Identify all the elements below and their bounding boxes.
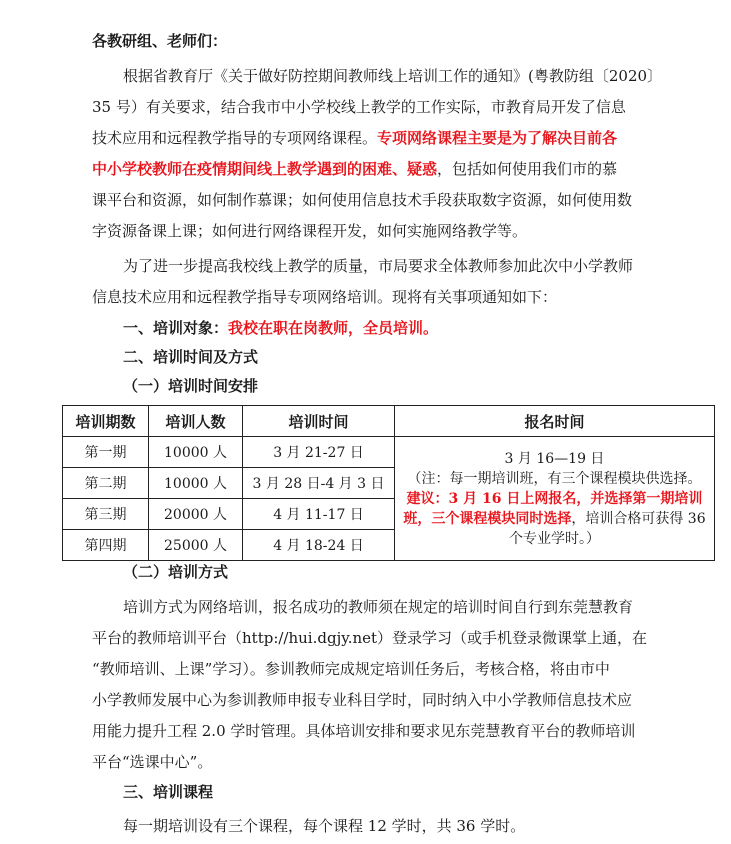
section1 [123,318,438,338]
row-dates: 4 月 11-17 日 [243,499,395,530]
registration-cell [395,437,715,561]
intro-line-1: 根据省教育厅《关于做好防控期间教师线上培训工作的通知》(粤教防组〔2020〕 [123,67,663,85]
row-period: 第四期 [63,530,149,561]
intro-line-4 [92,159,617,179]
row-period: 第三期 [63,499,149,530]
row-period: 第二期 [63,468,149,499]
row-period: 第一期 [63,437,149,468]
registration-note: （注：每一期培训班，有三个课程模块供选择。 [407,470,702,487]
header-count: 培训人数 [149,406,243,437]
section2-title: 二、培训时间及方式 [123,348,259,366]
row-count: 25000 人 [149,530,243,561]
intro-line-3 [92,128,617,148]
row-count: 10000 人 [149,437,243,468]
row-count: 20000 人 [149,499,243,530]
section1-value: 我校在职在岗教师，全员培训。 [228,319,439,337]
method-line-3: “教师培训、上课”学习）。参训教师完成规定培训任务后，考核合格，将由市中 [92,660,610,678]
intro-line-4-text: ，包括如何使用我们市的慕 [437,160,618,178]
section2-sub2: （二）培训方式 [123,563,229,581]
section3-text: 每一期培训设有三个课程，每个课程 12 学时，共 36 学时。 [123,817,526,835]
header-registration: 报名时间 [395,406,715,437]
method-line-2: 平台的教师培训平台（http://hui.dgjy.net）登录学习（或手机登录微课掌上通，在 [92,629,648,647]
intro-highlight-1: 专项网络课程主要是为了解决目前各 [377,129,618,147]
row-dates: 3 月 28 日-4 月 3 日 [243,468,395,499]
intro-line-5: 课平台和资源，如何制作慕课；如何使用信息技术手段获取数字资源，如何使用数 [92,191,633,209]
intro-highlight-2: 中小学校教师在疫情期间线上教学遇到的困难、疑惑 [92,160,438,178]
intro-line-6: 字资源备课上课；如何进行网络课程开发，如何实施网络教学等。 [92,222,528,240]
method-line-4: 小学教师发展中心为参训教师申报专业科目学时，同时纳入中小学教师信息技术应 [92,691,633,709]
section2-sub1: （一）培训时间安排 [123,377,259,395]
header-period: 培训期数 [63,406,149,437]
para2-line-1: 为了进一步提高我校线上教学的质量，市局要求全体教师参加此次中小学教师 [123,257,634,275]
table-header-row [63,406,715,437]
row-dates: 3 月 21-27 日 [243,437,395,468]
method-line-6: 平台“选课中心”。 [92,753,213,771]
header-dates: 培训时间 [243,406,395,437]
table-row [63,437,715,468]
schedule-table [62,405,715,561]
method-line-5: 用能力提升工程 2.0 学时管理。具体培训安排和要求见东莞慧教育平台的教师培训 [92,722,636,740]
greeting: 各教研组、老师们： [92,32,228,50]
registration-advice-highlight: 建议：3 月 16 日上网报名，并选择第一期培训班，三个课程模块同时选择 [403,490,703,527]
intro-line-3-text: 技术应用和远程教学指导的专项网络课程。 [92,129,378,147]
registration-dates: 3 月 16—19 日 [504,450,605,467]
registration-advice-rest: ，培训合格可获得 36 个专业学时。） [509,510,706,547]
row-count: 10000 人 [149,468,243,499]
para2-line-2: 信息技术应用和远程教学指导专项网络培训。现将有关事项通知如下： [92,288,558,306]
registration-advice [403,491,705,547]
row-dates: 4 月 18-24 日 [243,530,395,561]
section1-label: 一、培训对象： [123,319,229,337]
section3-title: 三、培训课程 [123,783,214,801]
intro-line-2: 35 号）有关要求，结合我市中小学校线上教学的工作实际，市教育局开发了信息 [92,98,626,116]
method-line-1: 培训方式为网络培训，报名成功的教师须在规定的培训时间自行到东莞慧教育 [123,598,634,616]
